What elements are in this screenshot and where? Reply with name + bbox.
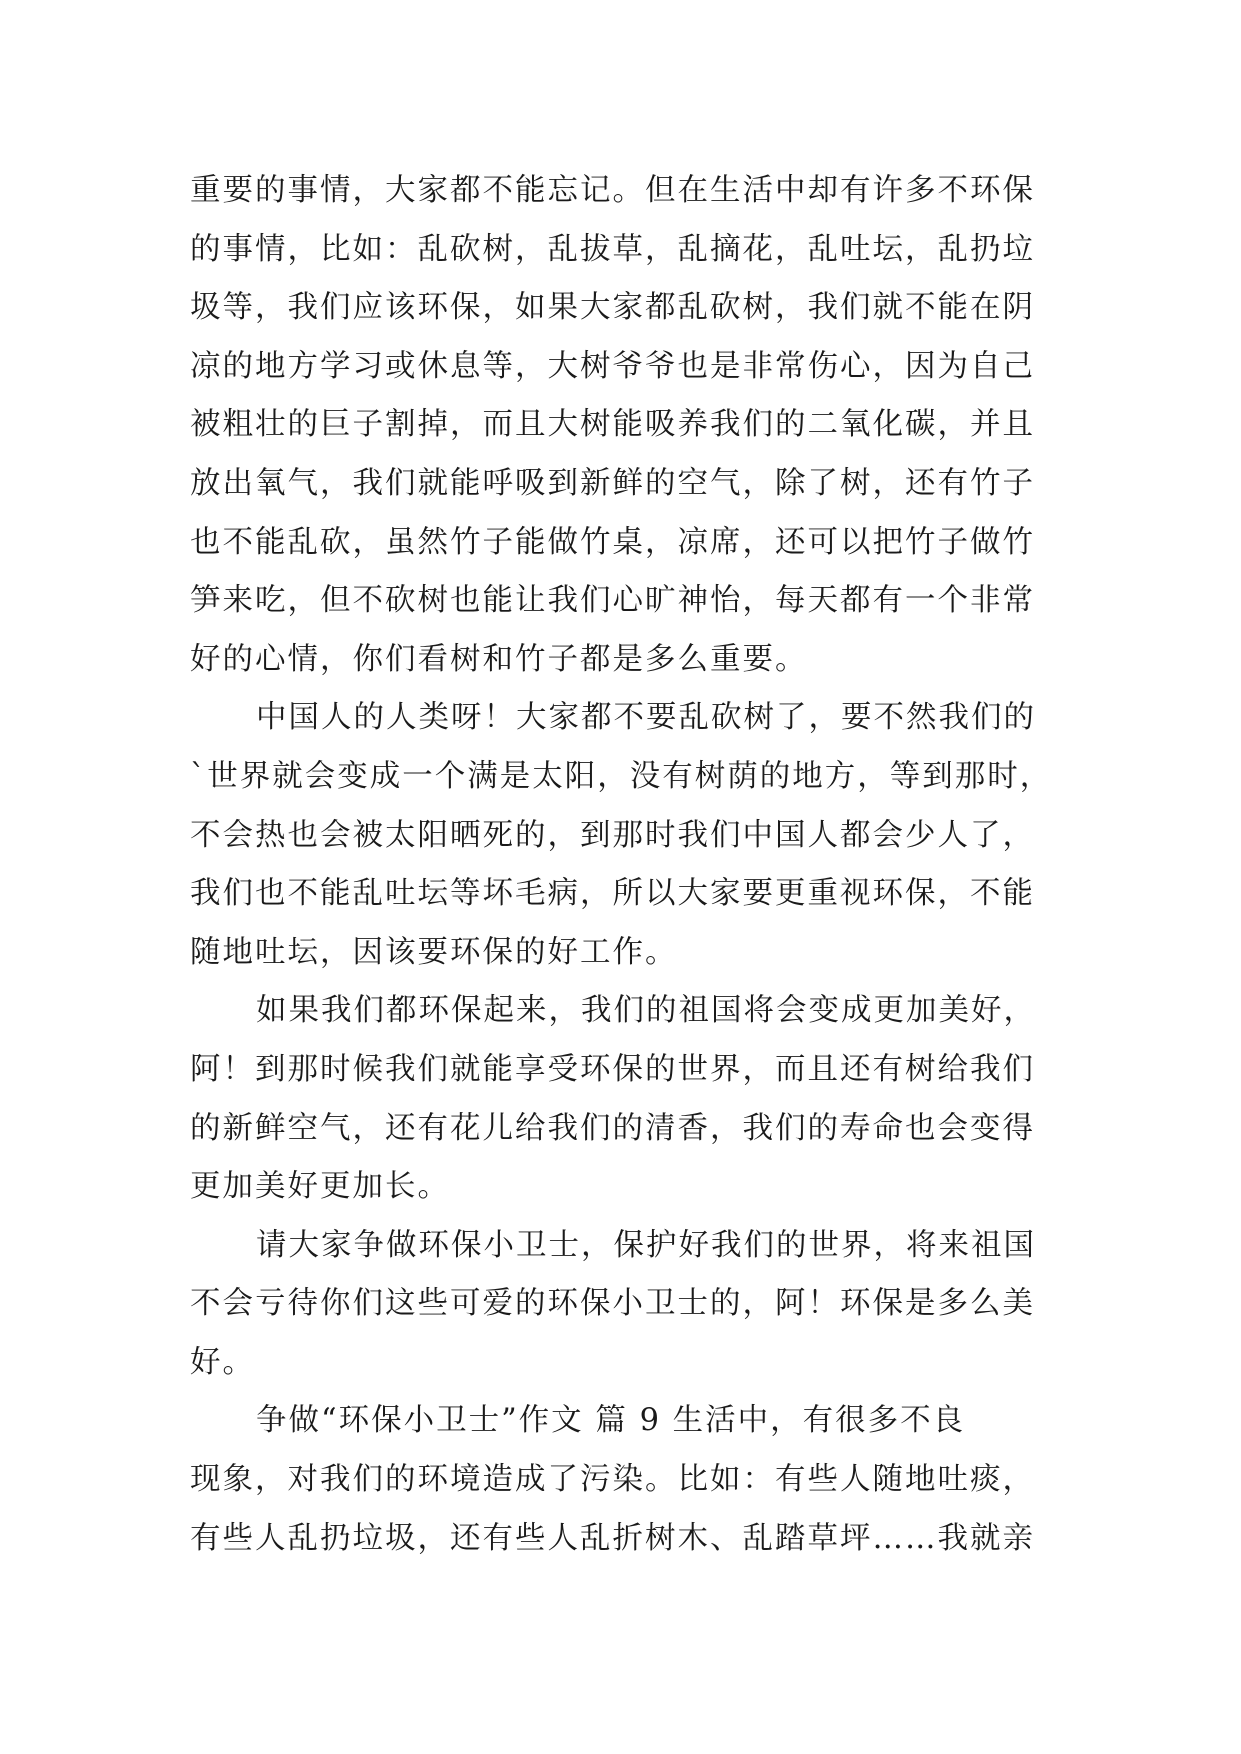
text-line: 我们也不能乱吐坛等坏毛病，所以大家要更重视环保，不能	[190, 876, 1035, 912]
text-line: 好。	[190, 1344, 255, 1380]
text-line: 更加美好更加长。	[190, 1169, 450, 1205]
text-line: 圾等，我们应该环保，如果大家都乱砍树，我们就不能在阴	[190, 290, 1035, 326]
text-line: 被粗壮的巨子割掉，而且大树能吸养我们的二氧化碳，并且	[190, 407, 1035, 443]
text-line: 有些人乱扔垃圾，还有些人乱折树木、乱踏草坪……我就亲	[190, 1520, 1035, 1556]
text-line: 阿！到那时候我们就能享受环保的世界，而且还有树给我们	[190, 1051, 1035, 1087]
text-line: 不会热也会被太阳晒死的，到那时我们中国人都会少人了，	[190, 817, 1035, 853]
text-line: 也不能乱砍，虽然竹子能做竹桌，凉席，还可以把竹子做竹	[190, 524, 1035, 560]
text-line: 不会亏待你们这些可爱的环保小卫士的，阿！环保是多么美	[190, 1286, 1035, 1322]
text-line: 凉的地方学习或休息等，大树爷爷也是非常伤心，因为自己	[190, 348, 1035, 384]
text-line: 的新鲜空气，还有花儿给我们的清香，我们的寿命也会变得	[190, 1110, 1035, 1146]
text-line: 现象，对我们的环境造成了污染。比如：有些人随地吐痰，	[190, 1462, 1035, 1498]
paragraph-start-line: 中国人的人类呀！大家都不要乱砍树了，要不然我们的	[256, 700, 1036, 736]
text-line: `世界就会变成一个满是太阳，没有树荫的地方，等到那时，	[190, 758, 1053, 794]
text-line: 重要的事情，大家都不能忘记。但在生活中却有许多不环保	[190, 173, 1035, 208]
text-line: 的事情，比如：乱砍树，乱拔草，乱摘花，乱吐坛，乱扔垃	[190, 231, 1035, 267]
text-line: 笋来吃，但不砍树也能让我们心旷神怡，每天都有一个非常	[190, 583, 1035, 619]
text-line: 好的心情，你们看树和竹子都是多么重要。	[190, 641, 808, 677]
document-page	[190, 162, 1053, 1568]
paragraph-start-line: 如果我们都环保起来，我们的祖国将会变成更加美好，	[256, 993, 1036, 1029]
text-line: 放出氧气，我们就能呼吸到新鲜的空气，除了树，还有竹子	[190, 465, 1035, 501]
paragraph-start-line: 请大家争做环保小卫士，保护好我们的世界，将来祖国	[256, 1227, 1036, 1263]
text-line: 随地吐坛，因该要环保的好工作。	[190, 934, 678, 970]
section-heading-line: 争做“环保小卫士”作文 篇 9 生活中，有很多不良	[256, 1403, 966, 1439]
